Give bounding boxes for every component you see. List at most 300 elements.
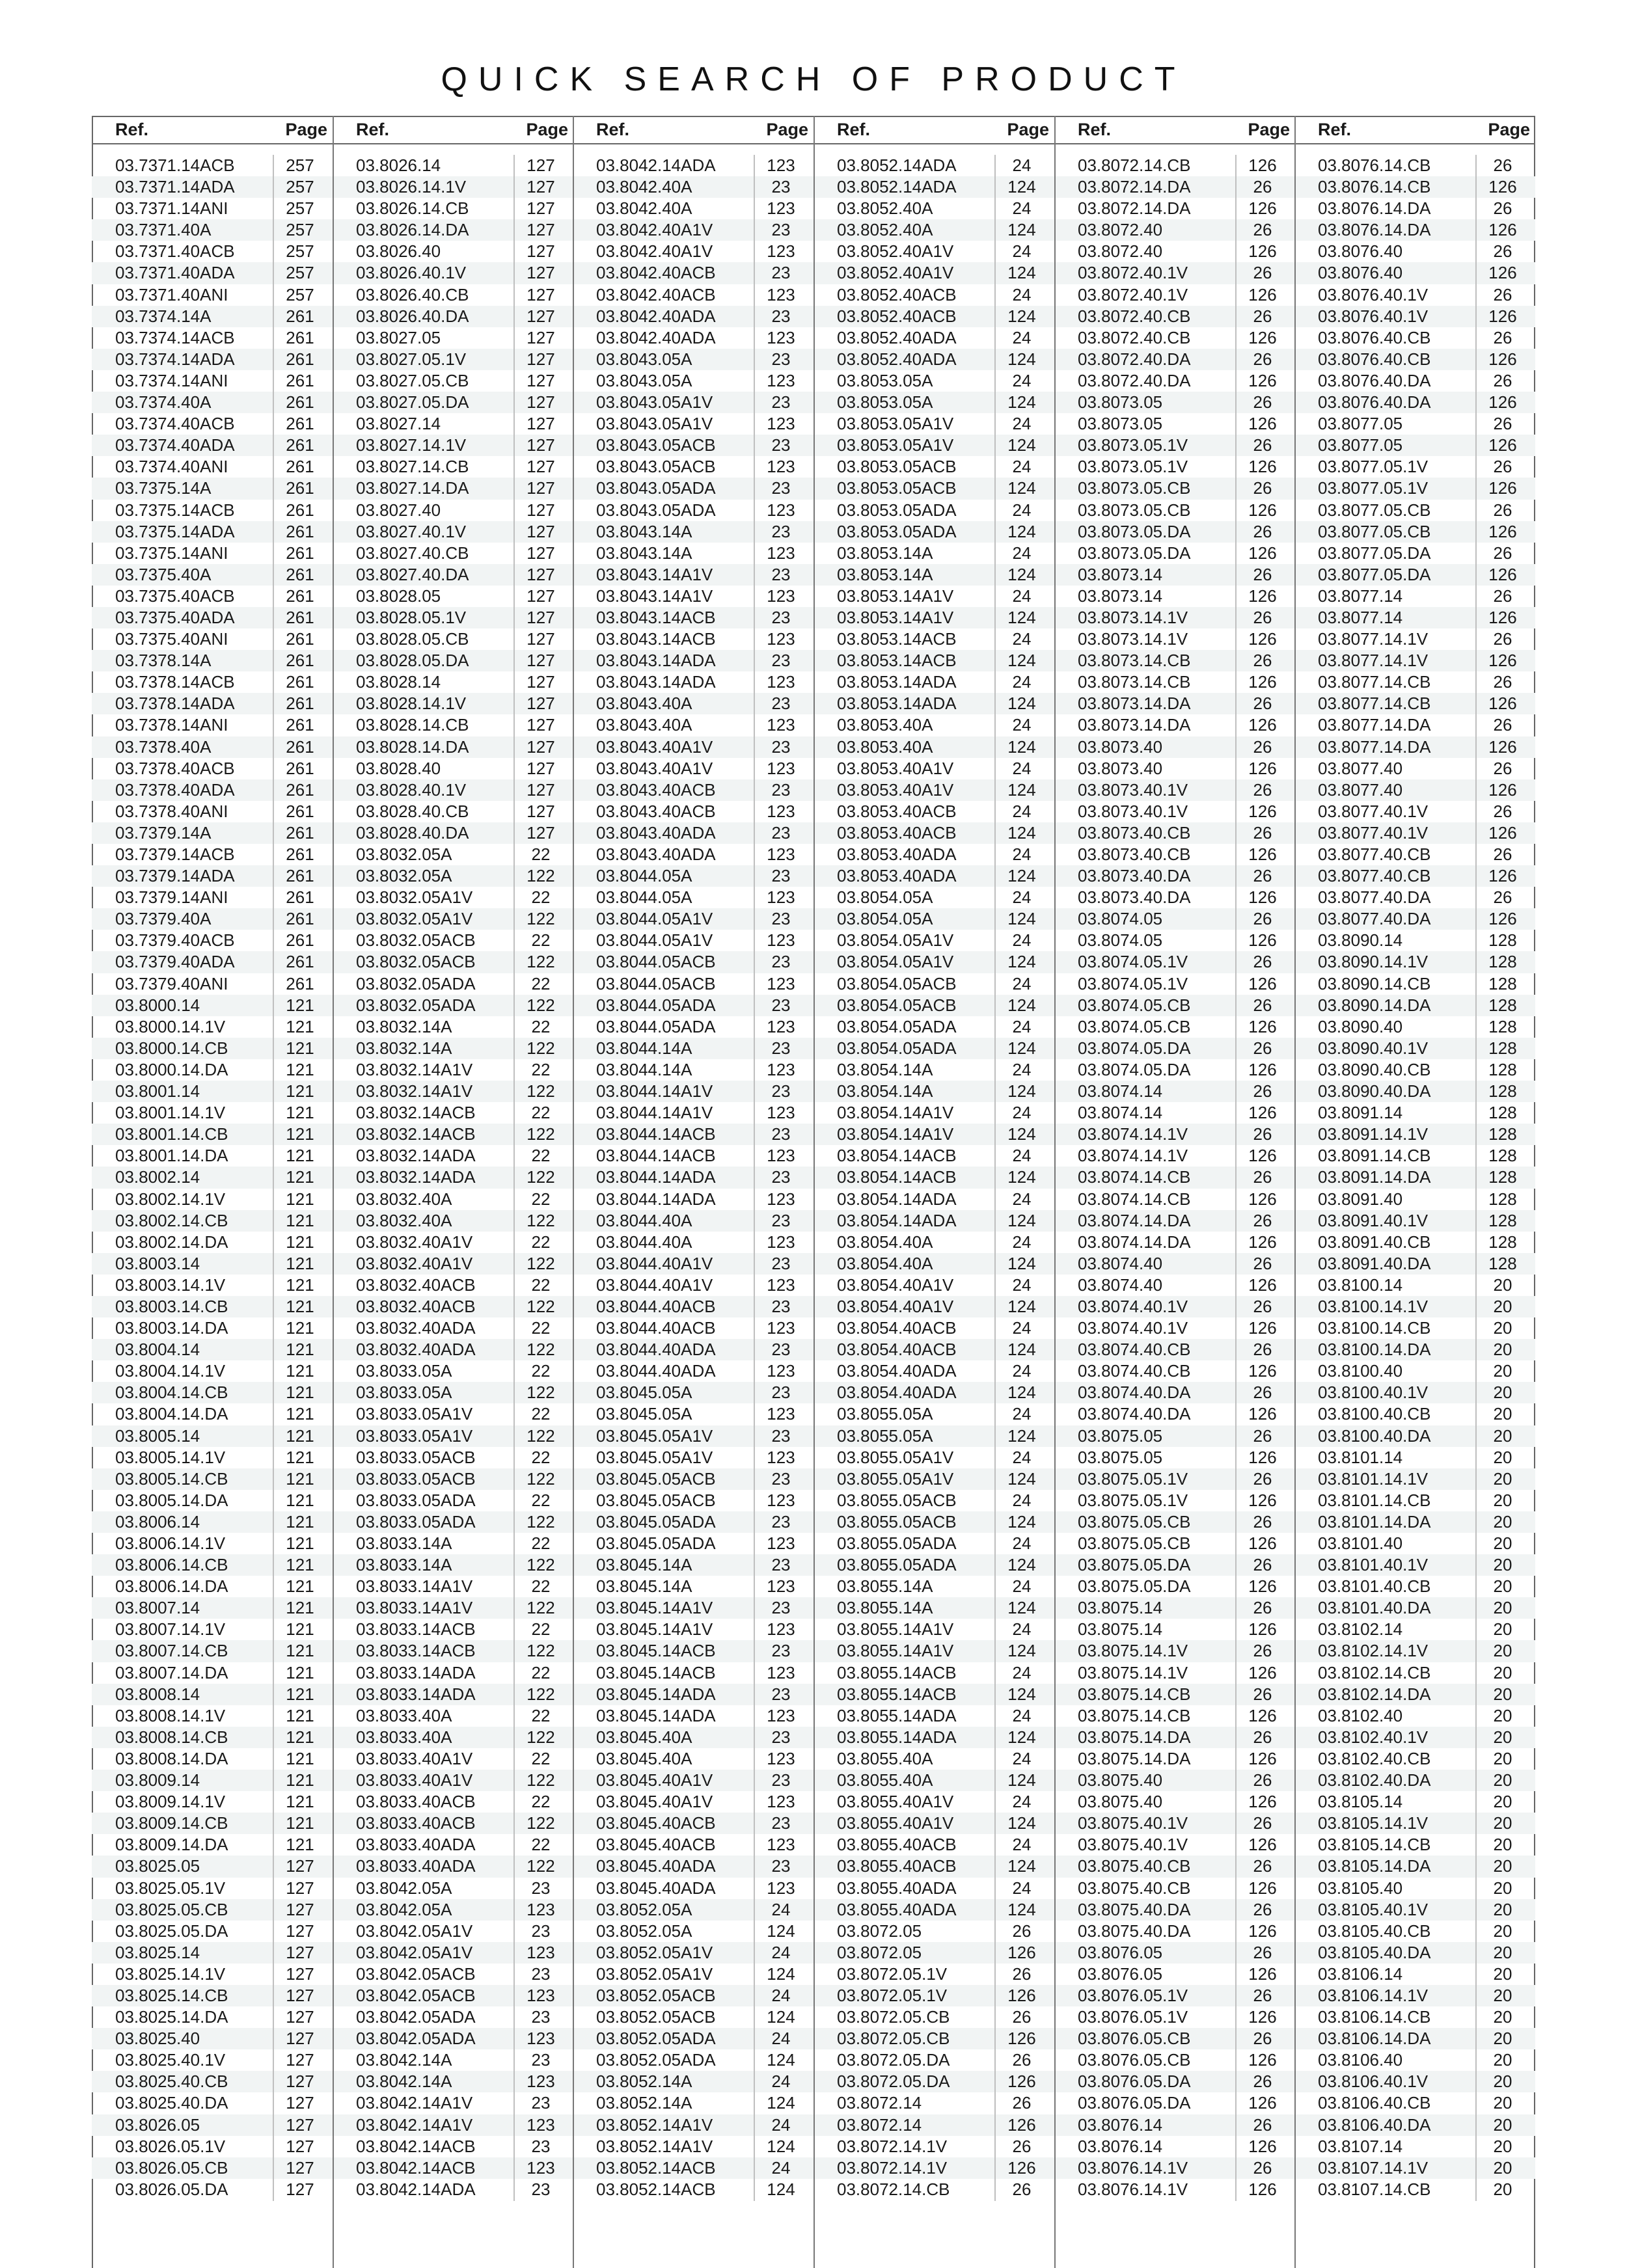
page-cell: 22 — [531, 1447, 551, 1467]
ref-cell: 03.8077.05.1V — [1318, 457, 1429, 477]
ref-cell: 03.8076.14.CB — [1318, 155, 1431, 175]
table-row — [573, 1339, 814, 1360]
ref-cell: 03.8052.05A — [596, 1899, 692, 1919]
page-cell: 23 — [771, 349, 791, 369]
page-cell: 261 — [286, 736, 314, 757]
ref-cell: 03.8090.14.DA — [1318, 995, 1431, 1015]
ref-cell: 03.8105.14 — [1318, 1792, 1403, 1812]
ref-cell: 03.8073.14.DA — [1078, 694, 1191, 714]
ref-cell: 03.8076.05.1V — [1078, 1985, 1188, 2005]
ref-cell: 03.8055.05ACB — [837, 1490, 957, 1510]
ref-cell: 03.8076.05.DA — [1078, 2072, 1191, 2092]
table-row — [1294, 219, 1535, 241]
table-row — [92, 435, 333, 456]
page-cell: 127 — [526, 414, 555, 434]
table-row — [333, 1878, 573, 1899]
table-row — [1294, 2114, 1535, 2136]
table-row — [1054, 822, 1295, 844]
table-row — [573, 413, 814, 435]
ref-cell: 03.8032.40A — [356, 1189, 452, 1209]
table-row — [333, 478, 573, 499]
ref-cell: 03.8074.40.CB — [1078, 1340, 1191, 1360]
ref-cell: 03.8026.14 — [356, 155, 441, 175]
ref-cell: 03.8073.40.1V — [1078, 779, 1188, 800]
page-header: Page — [1007, 120, 1049, 139]
ref-cell: 03.8044.14A1V — [596, 1103, 713, 1123]
ref-cell: 03.8025.14.DA — [115, 2007, 228, 2027]
ref-cell: 03.8074.40.1V — [1078, 1318, 1188, 1338]
page-cell: 126 — [1248, 1878, 1277, 1898]
page-cell: 124 — [1007, 1684, 1036, 1704]
table-row — [1054, 801, 1295, 822]
page-cell: 123 — [526, 2114, 555, 2135]
ref-cell: 03.8105.14.1V — [1318, 1813, 1429, 1833]
page-cell: 20 — [1493, 1662, 1512, 1682]
table-row — [573, 1102, 814, 1124]
ref-cell: 03.8075.40 — [1078, 1792, 1163, 1812]
page-cell: 124 — [1007, 392, 1036, 412]
page-cell: 261 — [286, 543, 314, 563]
page-cell: 23 — [771, 1081, 791, 1101]
table-row — [92, 1684, 333, 1705]
ref-cell: 03.8044.05ACB — [596, 973, 716, 993]
table-row — [1054, 951, 1295, 973]
ref-cell: 03.8045.40A — [596, 1748, 692, 1768]
page-cell: 22 — [531, 973, 551, 993]
ref-cell: 03.8074.05.DA — [1078, 1038, 1191, 1058]
page-cell: 23 — [771, 1124, 791, 1144]
ref-cell: 03.8033.40A — [356, 1705, 452, 1725]
page-cell: 124 — [1007, 1813, 1036, 1833]
page-cell: 127 — [526, 521, 555, 541]
page-cell: 123 — [767, 1619, 795, 1640]
ref-cell: 03.8033.40A1V — [356, 1748, 473, 1768]
table-row — [573, 1145, 814, 1167]
table-row — [333, 973, 573, 995]
table-row — [1054, 714, 1295, 736]
page-title: QUICK SEARCH OF PRODUCT — [441, 61, 1186, 98]
page-cell: 122 — [526, 1727, 555, 1747]
table-row — [814, 1791, 1054, 1813]
table-row — [1054, 198, 1295, 219]
table-row — [1054, 2028, 1295, 2049]
ref-cell: 03.8054.40ACB — [837, 1318, 957, 1338]
ref-cell: 03.8033.05A1V — [356, 1425, 473, 1446]
table-row — [573, 1232, 814, 1253]
table-row — [1294, 693, 1535, 714]
ref-cell: 03.8075.05.CB — [1078, 1511, 1191, 1532]
page-cell: 24 — [1012, 1490, 1032, 1510]
page-cell: 127 — [286, 1899, 314, 1919]
page-cell: 23 — [531, 2093, 551, 2113]
table-row — [333, 1748, 573, 1770]
ref-cell: 03.8073.14.CB — [1078, 672, 1191, 692]
table-row — [1294, 198, 1535, 219]
ref-cell: 03.8055.40A — [837, 1748, 933, 1768]
page-cell: 126 — [1248, 1404, 1277, 1424]
table-row — [1294, 241, 1535, 262]
page-cell: 126 — [1488, 607, 1517, 627]
ref-cell: 03.8032.05A1V — [356, 887, 473, 908]
page-cell: 23 — [771, 521, 791, 541]
page-cell: 128 — [1488, 1146, 1517, 1166]
page-cell: 26 — [1253, 564, 1272, 584]
table-row — [333, 2049, 573, 2071]
table-row — [1054, 908, 1295, 930]
table-row — [1054, 241, 1295, 262]
ref-cell: 03.8101.14.1V — [1318, 1468, 1429, 1489]
page-cell: 261 — [286, 952, 314, 972]
page-cell: 26 — [1493, 801, 1512, 821]
ref-cell: 03.8090.14 — [1318, 930, 1403, 951]
page-cell: 20 — [1493, 1727, 1512, 1747]
page-cell: 123 — [767, 1705, 795, 1725]
table-row — [573, 2092, 814, 2114]
page-cell: 24 — [1012, 1533, 1032, 1553]
page-cell: 23 — [771, 435, 791, 455]
ref-cell: 03.8074.40 — [1078, 1275, 1163, 1295]
page-cell: 23 — [531, 1878, 551, 1898]
table-row — [333, 2136, 573, 2157]
table-row — [92, 1210, 333, 1232]
page-cell: 26 — [1493, 586, 1512, 606]
page-cell: 26 — [1493, 629, 1512, 649]
page-cell: 24 — [1012, 155, 1032, 175]
ref-cell: 03.8055.05A1V — [837, 1447, 954, 1467]
page-cell: 257 — [286, 220, 314, 240]
table-row — [814, 693, 1054, 714]
ref-cell: 03.8032.40A1V — [356, 1232, 473, 1252]
table-row — [573, 543, 814, 564]
ref-cell: 03.7371.40ADA — [115, 263, 235, 283]
page-cell: 23 — [771, 779, 791, 800]
page-cell: 124 — [1007, 1253, 1036, 1273]
page-cell: 126 — [1248, 1059, 1277, 1079]
page-cell: 127 — [526, 457, 555, 477]
ref-cell: 03.8054.05A — [837, 909, 933, 929]
page-cell: 26 — [1253, 521, 1272, 541]
page-cell: 126 — [1248, 1146, 1277, 1166]
table-row — [814, 219, 1054, 241]
ref-cell: 03.8072.14.CB — [837, 2179, 950, 2199]
page-cell: 124 — [767, 2093, 795, 2113]
ref-cell: 03.8101.40.CB — [1318, 1576, 1431, 1597]
ref-cell: 03.8026.05.CB — [115, 2157, 228, 2178]
ref-cell: 03.8028.05 — [356, 586, 441, 606]
page-cell: 22 — [531, 1576, 551, 1597]
ref-cell: 03.8076.40.CB — [1318, 349, 1431, 369]
table-row — [1054, 1834, 1295, 1856]
page-cell: 20 — [1493, 1361, 1512, 1381]
ref-cell: 03.8033.40ACB — [356, 1792, 476, 1812]
page-cell: 20 — [1493, 1598, 1512, 1618]
table-row — [814, 1619, 1054, 1640]
page-cell: 127 — [286, 1985, 314, 2005]
page-cell: 20 — [1493, 1404, 1512, 1424]
page-cell: 126 — [1248, 1705, 1277, 1725]
table-row — [1294, 1619, 1535, 1640]
table-row — [333, 1296, 573, 1317]
ref-header: Ref. — [837, 120, 871, 139]
page-cell: 23 — [771, 822, 791, 843]
page-cell: 257 — [286, 263, 314, 283]
page-cell: 24 — [1012, 1576, 1032, 1597]
page-cell: 26 — [1253, 866, 1272, 886]
table-row — [333, 607, 573, 628]
ref-cell: 03.8043.40A — [596, 694, 692, 714]
page-cell: 24 — [1012, 1447, 1032, 1467]
page-cell: 121 — [286, 1103, 314, 1123]
table-row — [814, 1145, 1054, 1167]
table-row — [573, 973, 814, 995]
ref-cell: 03.8033.05A1V — [356, 1404, 473, 1424]
table-row — [92, 478, 333, 499]
table-row — [573, 262, 814, 284]
page-cell: 124 — [1007, 263, 1036, 283]
ref-cell: 03.8054.14ADA — [837, 1210, 957, 1230]
ref-cell: 03.8077.14.CB — [1318, 672, 1431, 692]
table-row — [573, 435, 814, 456]
page-cell: 126 — [1248, 2179, 1277, 2199]
table-row — [814, 1403, 1054, 1425]
ref-cell: 03.8025.40.CB — [115, 2072, 228, 2092]
page-cell: 26 — [1493, 198, 1512, 219]
table-row — [573, 198, 814, 219]
ref-cell: 03.7379.40ADA — [115, 952, 235, 972]
table-row — [1294, 1899, 1535, 1921]
table-row — [814, 1102, 1054, 1124]
page-cell: 24 — [1012, 327, 1032, 347]
table-row — [333, 1921, 573, 1942]
page-cell: 121 — [286, 1835, 314, 1855]
table-row — [573, 779, 814, 801]
ref-cell: 03.8073.40.1V — [1078, 801, 1188, 821]
ref-cell: 03.8004.14.DA — [115, 1404, 228, 1424]
ref-cell: 03.8007.14.CB — [115, 1641, 228, 1661]
page-cell: 261 — [286, 694, 314, 714]
table-row — [1294, 671, 1535, 693]
table-row — [814, 2071, 1054, 2092]
table-row — [814, 2157, 1054, 2179]
page-cell: 123 — [767, 1232, 795, 1252]
page-cell: 22 — [531, 1533, 551, 1553]
table-row — [573, 1038, 814, 1059]
ref-cell: 03.8072.14 — [837, 2093, 922, 2113]
ref-cell: 03.8027.05.1V — [356, 349, 467, 369]
page-cell: 261 — [286, 457, 314, 477]
table-row — [573, 887, 814, 908]
ref-cell: 03.8090.40.CB — [1318, 1059, 1431, 1079]
page-cell: 22 — [531, 1318, 551, 1338]
ref-cell: 03.8032.14ADA — [356, 1146, 476, 1166]
page-cell: 121 — [286, 1167, 314, 1187]
ref-cell: 03.8027.40.1V — [356, 521, 467, 541]
page-cell: 24 — [771, 2114, 791, 2135]
table-row — [814, 1296, 1054, 1317]
ref-cell: 03.8072.14 — [837, 2114, 922, 2135]
page-cell: 20 — [1493, 1641, 1512, 1661]
table-row — [333, 801, 573, 822]
ref-cell: 03.8006.14.CB — [115, 1555, 228, 1575]
table-row — [333, 1554, 573, 1576]
table-row — [814, 2028, 1054, 2049]
ref-cell: 03.8102.40.CB — [1318, 1748, 1431, 1768]
page-cell: 23 — [531, 1964, 551, 1984]
page-cell: 127 — [526, 198, 555, 219]
ref-cell: 03.8004.14.1V — [115, 1361, 226, 1381]
ref-cell: 03.7374.40ACB — [115, 414, 235, 434]
ref-cell: 03.8009.14.1V — [115, 1792, 226, 1812]
ref-cell: 03.7375.40ADA — [115, 607, 235, 627]
ref-cell: 03.8033.05A — [356, 1361, 452, 1381]
table-row — [92, 198, 333, 219]
page-cell: 26 — [1253, 1942, 1272, 1962]
ref-cell: 03.8052.05A1V — [596, 1964, 713, 1984]
page-cell: 23 — [771, 1425, 791, 1446]
page-cell: 124 — [1007, 1856, 1036, 1876]
table-row — [333, 1059, 573, 1081]
page-cell: 23 — [771, 263, 791, 283]
ref-cell: 03.8105.40.DA — [1318, 1942, 1431, 1962]
page-cell: 124 — [1007, 349, 1036, 369]
table-row — [573, 586, 814, 607]
table-row — [1294, 650, 1535, 671]
ref-cell: 03.8005.14.CB — [115, 1468, 228, 1489]
ref-cell: 03.8044.40ADA — [596, 1361, 716, 1381]
ref-cell: 03.8077.14.DA — [1318, 715, 1431, 735]
ref-cell: 03.8032.05A — [356, 866, 452, 886]
ref-cell: 03.8054.40A — [837, 1232, 933, 1252]
table-row — [814, 758, 1054, 779]
table-row — [333, 1533, 573, 1554]
ref-cell: 03.8043.14ACB — [596, 607, 716, 627]
table-row — [1294, 1748, 1535, 1770]
table-row — [1054, 1102, 1295, 1124]
ref-cell: 03.8026.40.CB — [356, 284, 469, 304]
table-row — [333, 1511, 573, 1533]
page-cell: 126 — [1248, 2007, 1277, 2027]
table-row — [814, 671, 1054, 693]
page-cell: 26 — [1253, 1856, 1272, 1876]
table-row — [573, 736, 814, 758]
page-cell: 123 — [767, 327, 795, 347]
column-rows — [333, 155, 573, 2200]
page-cell: 22 — [531, 930, 551, 951]
table-row — [92, 392, 333, 413]
table-row — [814, 1770, 1054, 1791]
page-header: Page — [526, 120, 568, 139]
ref-cell: 03.8033.14ADA — [356, 1662, 476, 1682]
table-row — [92, 1554, 333, 1576]
ref-cell: 03.8025.05 — [115, 1856, 200, 1876]
ref-cell: 03.8074.05.1V — [1078, 973, 1188, 993]
table-row — [814, 1167, 1054, 1188]
ref-cell: 03.8077.40.CB — [1318, 844, 1431, 864]
table-row — [814, 1468, 1054, 1490]
ref-cell: 03.8045.05A — [596, 1383, 692, 1403]
page-cell: 26 — [1493, 543, 1512, 563]
page-cell: 23 — [531, 2050, 551, 2070]
page-cell: 123 — [767, 414, 795, 434]
page-cell: 26 — [1253, 1684, 1272, 1704]
table-row — [92, 1576, 333, 1597]
page-cell: 126 — [1488, 392, 1517, 412]
ref-cell: 03.8033.14ACB — [356, 1641, 476, 1661]
page-cell: 126 — [1248, 1533, 1277, 1553]
table-row — [92, 865, 333, 887]
ref-header: Ref. — [356, 120, 390, 139]
table-row — [333, 2071, 573, 2092]
ref-cell: 03.8100.14.1V — [1318, 1296, 1429, 1316]
table-row — [1294, 908, 1535, 930]
page-cell: 121 — [286, 1038, 314, 1058]
page-cell: 26 — [1493, 414, 1512, 434]
ref-cell: 03.8052.05A — [596, 1921, 692, 1941]
ref-cell: 03.8045.40A1V — [596, 1770, 713, 1790]
ref-cell: 03.8077.14.CB — [1318, 694, 1431, 714]
page-cell: 261 — [286, 478, 314, 498]
table-row — [1294, 779, 1535, 801]
page-cell: 22 — [531, 1146, 551, 1166]
table-row — [573, 327, 814, 349]
table-row — [333, 241, 573, 262]
page-cell: 122 — [526, 1253, 555, 1273]
page-cell: 24 — [1012, 801, 1032, 821]
table-row — [1054, 1167, 1295, 1188]
ref-cell: 03.8054.14A1V — [837, 1103, 954, 1123]
table-row — [573, 1210, 814, 1232]
page-cell: 126 — [1248, 586, 1277, 606]
table-row — [92, 736, 333, 758]
page-cell: 20 — [1493, 1878, 1512, 1898]
page-cell: 123 — [767, 1189, 795, 1209]
table-row — [814, 370, 1054, 392]
ref-cell: 03.8044.14A — [596, 1059, 692, 1079]
table-row — [573, 521, 814, 543]
table-row — [1294, 1317, 1535, 1339]
table-row — [1054, 736, 1295, 758]
table-row — [814, 500, 1054, 521]
table-row — [814, 951, 1054, 973]
page-cell: 22 — [531, 1619, 551, 1640]
ref-cell: 03.8005.14 — [115, 1425, 200, 1446]
table-row — [573, 1533, 814, 1554]
ref-cell: 03.8074.05 — [1078, 930, 1163, 951]
page-cell: 26 — [1012, 1964, 1032, 1984]
table-row — [1054, 2136, 1295, 2157]
table-row — [333, 2006, 573, 2028]
ref-cell: 03.8052.14A1V — [596, 2136, 713, 2156]
page-cell: 23 — [531, 2007, 551, 2027]
ref-cell: 03.7379.40ANI — [115, 973, 228, 993]
table-row — [1054, 1533, 1295, 1554]
table-row — [1054, 1770, 1295, 1791]
table-row — [333, 1038, 573, 1059]
table-row — [333, 1770, 573, 1791]
page-cell: 128 — [1488, 1167, 1517, 1187]
page-cell: 126 — [1488, 220, 1517, 240]
page-cell: 121 — [286, 1813, 314, 1833]
ref-cell: 03.8042.40ACB — [596, 263, 716, 283]
table-row — [1054, 671, 1295, 693]
page-cell: 126 — [1488, 263, 1517, 283]
ref-cell: 03.7379.14ADA — [115, 866, 235, 886]
table-row — [814, 822, 1054, 844]
ref-cell: 03.8076.40.DA — [1318, 392, 1431, 412]
ref-cell: 03.8045.14ACB — [596, 1641, 716, 1661]
table-row — [1054, 779, 1295, 801]
ref-cell: 03.8025.14.CB — [115, 1985, 228, 2005]
